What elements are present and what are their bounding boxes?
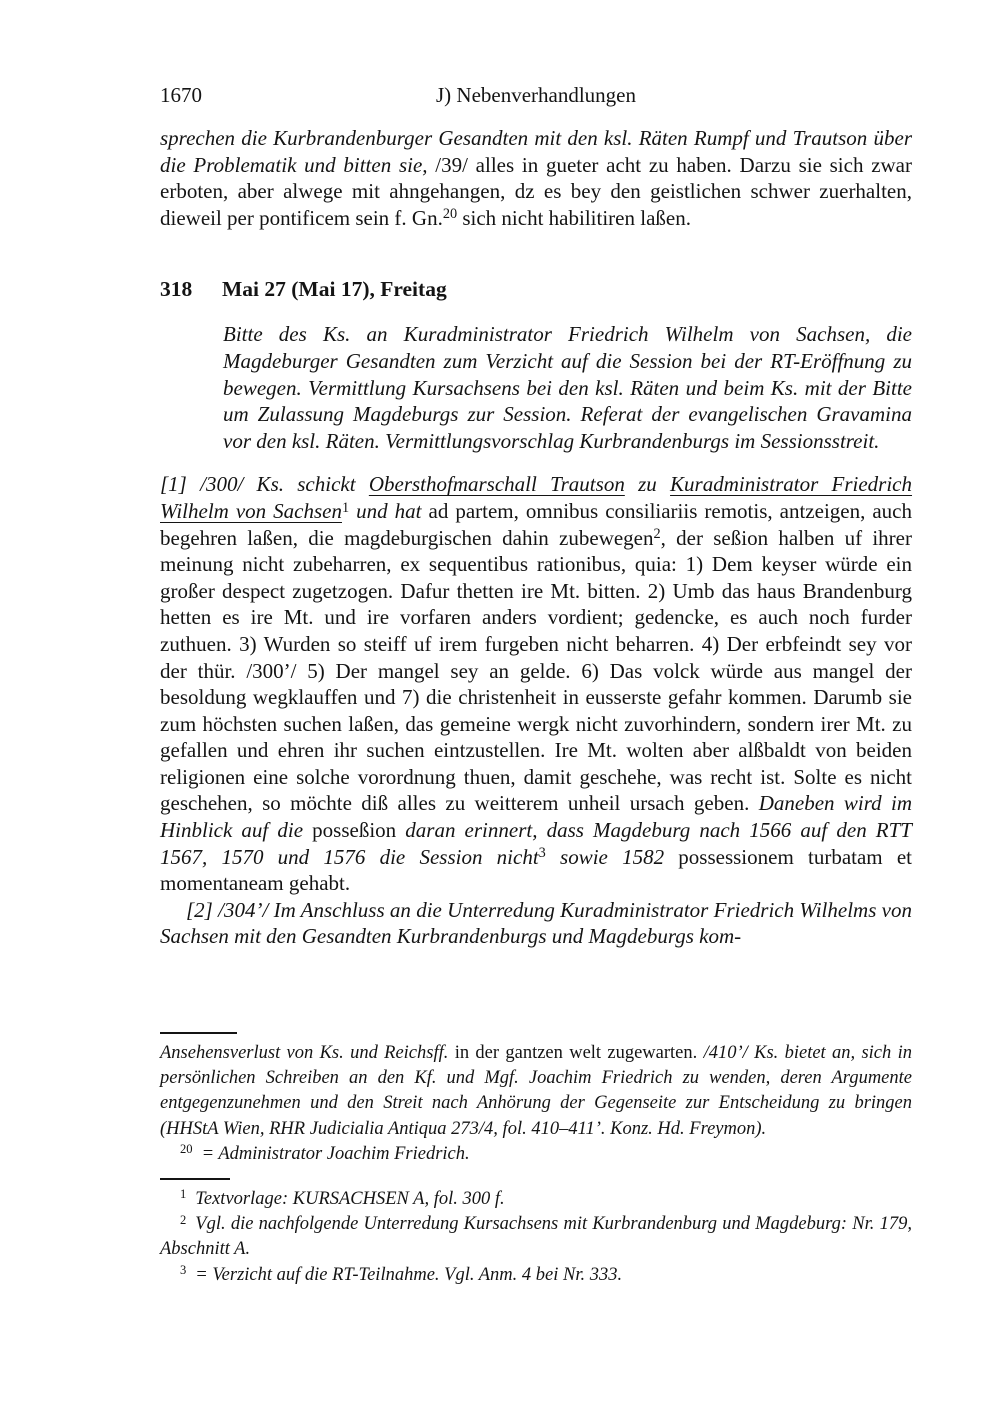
text-segment: daran erinnert, dass Magdeburg nach 1566 auf den RTT 1567, 1570 und 1576 die Session nicht <box>160 818 912 869</box>
text-segment: ad partem, omnibus consiliariis remotis, antzeigen, auch begehren laßen, die magdeburgischen dahin zubewegen <box>160 498 913 550</box>
text-segment: und hat <box>349 498 429 523</box>
person-name-underlined: Obersthofmarschall Trautson <box>368 472 625 497</box>
footnote-text: = Administrator Joachim Friedrich. <box>201 1143 470 1164</box>
text-segment: Ansehensverlust von Ks. und Reichsff. <box>160 1043 449 1063</box>
entry-number: 318 <box>160 277 193 302</box>
footnote-marker: 3 <box>180 1262 187 1277</box>
page-number: 1670 <box>160 83 202 107</box>
footnote-continuation <box>160 1041 912 1142</box>
footnote-reference: 2 <box>653 526 661 543</box>
footnote-marker: 20 <box>180 1142 193 1157</box>
footnote-1 <box>160 1187 912 1212</box>
footnote-2 <box>160 1212 912 1262</box>
footnotes-section <box>160 1032 912 1288</box>
footnote-reference: 3 <box>538 845 546 862</box>
footnote-separator <box>160 1178 230 1180</box>
continuation-paragraph <box>160 125 912 231</box>
footnote-text: Textvorlage: KURSACHSEN A, fol. 300 f. <box>195 1189 505 1210</box>
text-segment: possessionem turbatam et momentaneam gehabt. <box>160 844 912 896</box>
footnote-text: Vgl. die nachfolgende Unterredung Kursachsens mit Kurbrandenburg und Magdeburg: Nr. 179, Abschnitt A. <box>160 1214 912 1260</box>
text-segment: sprechen die Kurbrandenburger Gesandten mit den ksl. Räten Rumpf und Trautson über die Problematik und bitten sie, <box>160 126 912 177</box>
person-name-underlined: Kuradministrator Friedrich Wilhelm von Sachsen <box>160 472 913 523</box>
footnote-20 <box>160 1142 912 1167</box>
text-segment: , der seßion halben uf ihrer meinung nicht zubeharren, ex sequentibus rationibus, quia: 1) Dem keyser würde ein großer despect zugetzogen. Dafur thetten ire Mt. bitten. 2) Umb das haus Brandenburg hetten es ire Mt. und ire vorfaren anders vordient; gedencke, es auch noch furder zuthuen. 3) Wurden so steiff uf irem furgeben nicht beharren. 4) Der erbfeindt sey vor der thür. /300’/ 5) Der mangel sey an gelde. 6) Das volck würde aus mangel der besoldung wegklauffen und 7) die christenheit in eusserste gefahr kommen. Darumb sie zum höchsten suchen laßen, das gemeine wergk nicht zuvorhindern, sondern irer Mt. zu gefallen und ehren ihr suchen eintzustellen. Ire Mt. wolten aber alßbaldt von beiden religionen eine solche vorordnung thuen, damit geschehe, was recht ist. Solte es nicht geschehen, so möchte diß alles zu weitterem unheil ursach geben. <box>160 525 912 816</box>
paragraph-2 <box>160 897 912 950</box>
footnote-reference: 1 <box>341 499 350 516</box>
running-title: J) Nebenverhandlungen <box>435 83 636 107</box>
text-segment: sich nicht habilitiren laßen. <box>457 205 691 230</box>
text-segment: /39/ alles in gueter acht zu haben. Darzu sie sich zwar erboten, aber alwege mit ahngehangen, dz es bey den geistlichen schwer zuerhalten, dieweil per pontificem sein f. Gn. <box>160 152 912 230</box>
footnote-separator <box>160 1032 237 1034</box>
text-column <box>160 82 912 950</box>
entry-summary: Bitte des Ks. an Kuradministrator Friedrich Wilhelm von Sachsen, die Magdeburger Gesandten zum Verzicht auf die Session bei der RT-Eröffnung zu bewegen. Vermittlung Kursachsens bei den ksl. Räten und beim Ks. mit der Bitte um Zulassung Magdeburgs zur Session. Referat der evangelischen Gravamina vor den ksl. Räten. Vermittlungsvorschlag Kurbrandenburgs im Sessionsstreit. <box>223 322 912 453</box>
text-segment: zu <box>624 472 671 497</box>
text-segment: [2] /304’/ Im Anschluss an die Unterredung Kuradministrator Friedrich Wilhelms von Sachsen mit den Gesandten Kurbrandenburgs und Magdeburgs kom- <box>160 897 912 949</box>
footnote-3 <box>160 1263 912 1288</box>
text-segment: Daneben wird im Hinblick auf die <box>160 791 912 843</box>
text-segment: sowie 1582 <box>545 844 679 869</box>
footnote-marker: 1 <box>180 1187 187 1202</box>
running-header <box>160 82 912 108</box>
text-segment: posseßion <box>312 818 397 843</box>
text-segment: [1] /300/ Ks. schickt <box>160 472 369 497</box>
footnote-marker: 2 <box>180 1212 187 1227</box>
entry-heading <box>160 277 912 302</box>
entry-date-title: Mai 27 (Mai 17), Freitag <box>222 277 447 302</box>
footnote-reference: 20 <box>442 206 458 223</box>
footnote-text: = Verzicht auf die RT-Teilnahme. Vgl. Anm. 4 bei Nr. 333. <box>195 1264 623 1285</box>
paragraph-1 <box>160 471 912 897</box>
text-segment: /410’/ Ks. bietet an, sich in persönlichen Schreiben an den Kf. und Mgf. Joachim Friedrich zu wenden, deren Argumente entgegenzunehmen und den Streit nach Anhörung der Gegenseite zur Entscheidung zu bringen (HHStA Wien, RHR Judicialia Antiqua 273/4, fol. 410–411’. Konz. Hd. Freymon). <box>160 1043 912 1139</box>
text-segment: in der gantzen welt zugewarten. <box>448 1043 704 1063</box>
